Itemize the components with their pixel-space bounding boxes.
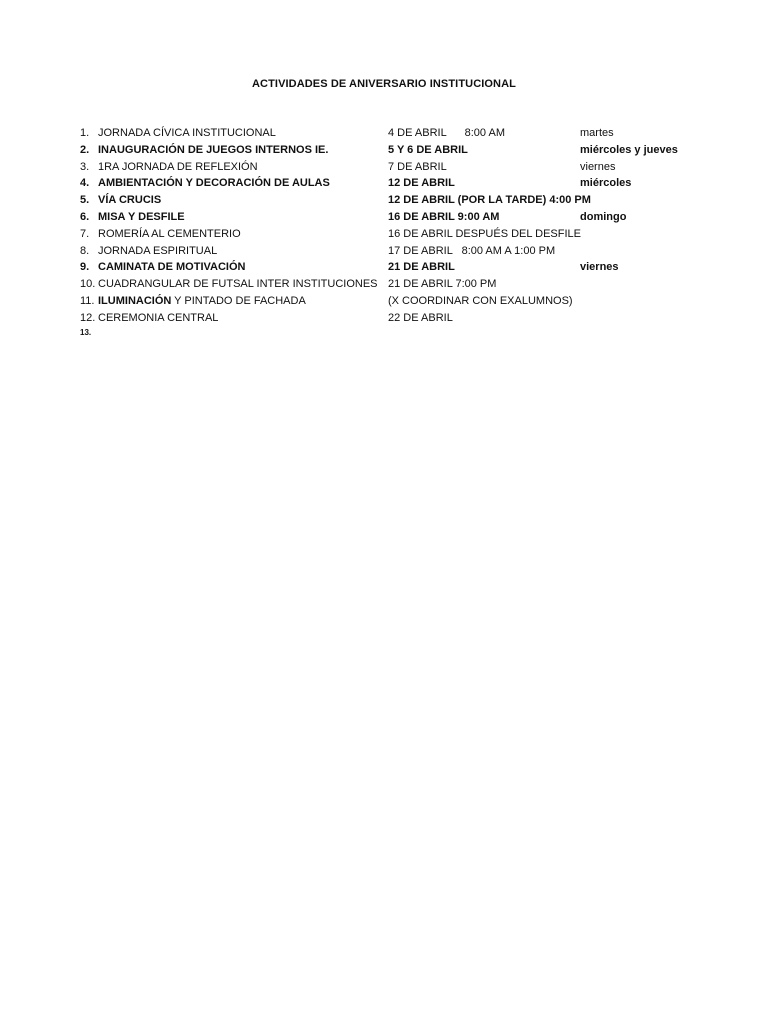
item-number: 4. [80, 177, 90, 190]
item-date: 5 Y 6 DE ABRIL [388, 143, 468, 156]
item-date: 12 DE ABRIL (POR LA TARDE) 4:00 PM [388, 194, 591, 207]
item-activity: ROMERÍA AL CEMENTERIO [98, 227, 241, 240]
item-date: 22 DE ABRIL [388, 311, 453, 324]
item-activity-rest: Y PINTADO DE FACHADA [171, 294, 306, 307]
item-date: 21 DE ABRIL 7:00 PM [388, 278, 497, 291]
list-item [80, 226, 700, 243]
item-date: 16 DE ABRIL DESPUÉS DEL DESFILE [388, 227, 581, 240]
item-activity: JORNADA ESPIRITUAL [98, 244, 218, 257]
list-item [80, 125, 700, 142]
list-item [80, 192, 700, 209]
item-day: viernes [580, 160, 616, 173]
item-number: 11. [80, 294, 95, 307]
activity-list [80, 125, 700, 327]
list-item [80, 209, 700, 226]
item-date: 12 DE ABRIL [388, 177, 455, 190]
item-number: 6. [80, 210, 90, 223]
item-activity: MISA Y DESFILE [98, 210, 185, 223]
item-activity: CUADRANGULAR DE FUTSAL INTER INSTITUCIONES [98, 278, 378, 291]
item-date: 7 DE ABRIL [388, 160, 447, 173]
item-day: viernes [580, 261, 619, 274]
item-day: miércoles [580, 177, 632, 190]
list-item [80, 142, 700, 159]
item-date: 16 DE ABRIL 9:00 AM [388, 210, 500, 223]
item-activity [98, 293, 306, 310]
item-activity: INAUGURACIÓN DE JUEGOS INTERNOS IE. [98, 143, 329, 156]
list-item [80, 243, 700, 260]
item-activity: CEREMONIA CENTRAL [98, 311, 219, 324]
item-date: 17 DE ABRIL 8:00 AM A 1:00 PM [388, 244, 556, 257]
item-number: 8. [80, 244, 90, 257]
item-number: 3. [80, 160, 90, 173]
document-title: ACTIVIDADES DE ANIVERSARIO INSTITUCIONAL [252, 78, 516, 90]
item-activity: CAMINATA DE MOTIVACIÓN [98, 261, 246, 274]
item-day: miércoles y jueves [580, 143, 678, 156]
list-item [80, 259, 700, 276]
list-item [80, 293, 700, 310]
item-number: 10. [80, 278, 96, 291]
item-activity: AMBIENTACIÓN Y DECORACIÓN DE AULAS [98, 177, 330, 190]
item-activity-bold: ILUMINACIÓN [98, 294, 172, 307]
list-item [80, 175, 700, 192]
item-number: 9. [80, 261, 90, 274]
list-item [80, 159, 700, 176]
list-item [80, 276, 700, 293]
item-date: (X COORDINAR CON EXALUMNOS) [388, 294, 573, 307]
trailing-item-number: 13. [80, 328, 92, 337]
item-activity: VÍA CRUCIS [98, 194, 162, 207]
item-date: 4 DE ABRIL 8:00 AM [388, 127, 505, 139]
item-number: 12. [80, 311, 96, 324]
item-number: 1. [80, 127, 90, 139]
item-number: 5. [80, 194, 90, 207]
item-day: martes [580, 127, 614, 139]
item-number: 7. [80, 227, 90, 240]
item-day: domingo [580, 210, 627, 223]
item-activity: 1RA JORNADA DE REFLEXIÓN [98, 160, 258, 173]
item-number: 2. [80, 143, 90, 156]
item-date: 21 DE ABRIL [388, 261, 455, 274]
item-activity: JORNADA CÍVICA INSTITUCIONAL [98, 127, 276, 139]
list-item [80, 310, 700, 327]
